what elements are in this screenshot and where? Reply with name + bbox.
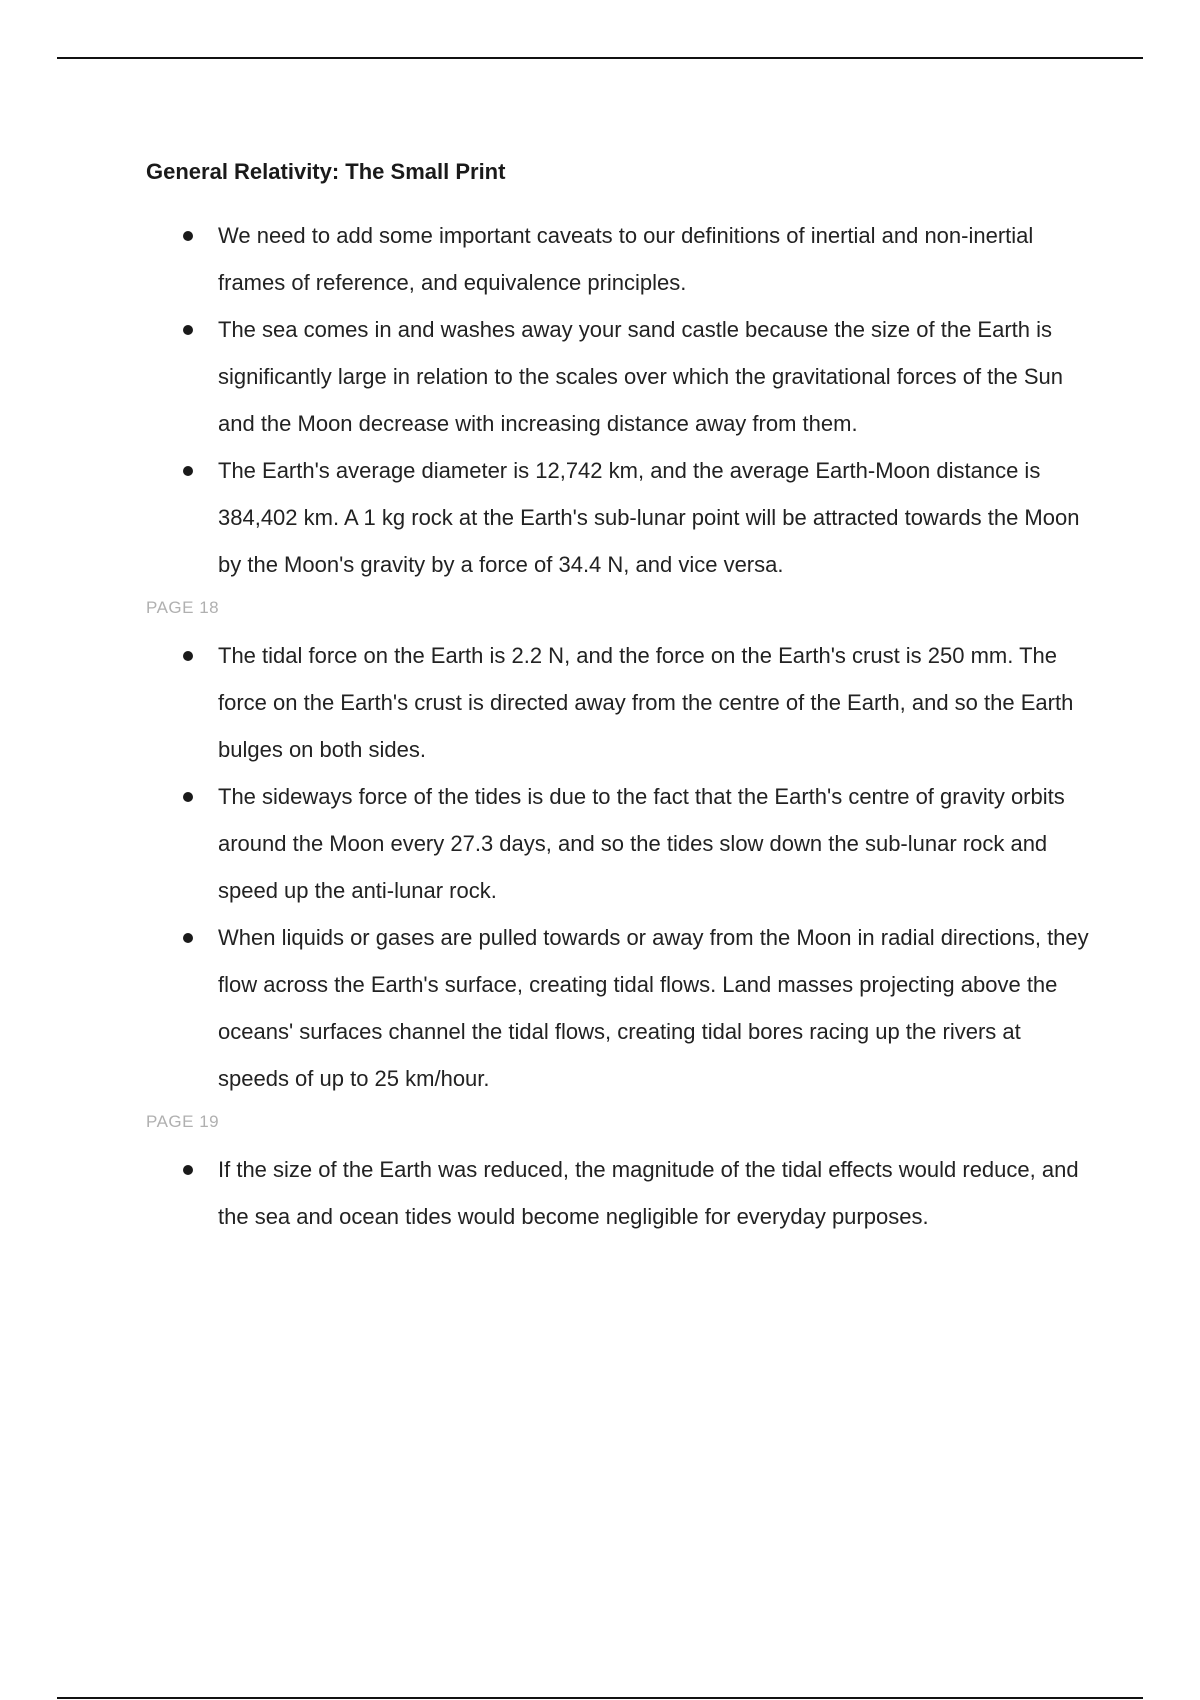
bullet-item xyxy=(146,1146,1096,1240)
bullet-text: The sea comes in and washes away your sand castle because the size of the Earth is significantly large in relation to the scales over which the gravitational forces of the Sun and the Moon decrease with increasing distance away from them. xyxy=(218,317,1064,436)
bullet-icon xyxy=(183,466,193,476)
bullet-text: The tidal force on the Earth is 2.2 N, and the force on the Earth's crust is 250 mm. The force on the Earth's crust is directed away from the centre of the Earth, and so the Earth bulges on both sides. xyxy=(218,643,1074,762)
bullet-text: The Earth's average diameter is 12,742 km, and the average Earth-Moon distance is 384,402 km. A 1 kg rock at the Earth's sub-lunar point will be attracted towards the Moon by the Moon's gravity by a force of 34.4 N, and vice versa. xyxy=(218,458,1080,577)
document-body xyxy=(146,156,1096,1240)
page-marker-19: PAGE 19 xyxy=(146,1112,220,1131)
bullet-icon xyxy=(183,792,193,802)
bullet-item xyxy=(146,773,1096,914)
bullet-text: When liquids or gases are pulled towards or away from the Moon in radial directions, they flow across the Earth's surface, creating tidal flows. Land masses projecting above the oceans' surfaces channel the tidal flows, creating tidal bores racing up the rivers at speeds of up to 25 km/hour. xyxy=(218,925,1089,1091)
document-title: General Relativity: The Small Print xyxy=(146,159,506,184)
bullet-text: If the size of the Earth was reduced, the magnitude of the tidal effects would reduce, and the sea and ocean tides would become negligible for everyday purposes. xyxy=(218,1157,1079,1229)
bullet-list-2 xyxy=(146,632,1096,1102)
bullet-item xyxy=(146,632,1096,773)
top-rule xyxy=(57,57,1143,59)
bullet-item xyxy=(146,212,1096,306)
bottom-rule xyxy=(57,1697,1143,1699)
bullet-icon xyxy=(183,1165,193,1175)
bullet-item xyxy=(146,914,1096,1102)
page-marker-18: PAGE 18 xyxy=(146,598,220,617)
bullet-item xyxy=(146,447,1096,588)
bullet-text: The sideways force of the tides is due to the fact that the Earth's centre of gravity orbits around the Moon every 27.3 days, and so the tides slow down the sub-lunar rock and speed up the anti-lunar rock. xyxy=(218,784,1065,903)
bullet-text: We need to add some important caveats to our definitions of inertial and non-inertial frames of reference, and equivalence principles. xyxy=(218,223,1034,295)
bullet-list-3 xyxy=(146,1146,1096,1240)
bullet-list-1 xyxy=(146,212,1096,588)
bullet-icon xyxy=(183,325,193,335)
bullet-icon xyxy=(183,933,193,943)
bullet-icon xyxy=(183,651,193,661)
bullet-item xyxy=(146,306,1096,447)
bullet-icon xyxy=(183,231,193,241)
